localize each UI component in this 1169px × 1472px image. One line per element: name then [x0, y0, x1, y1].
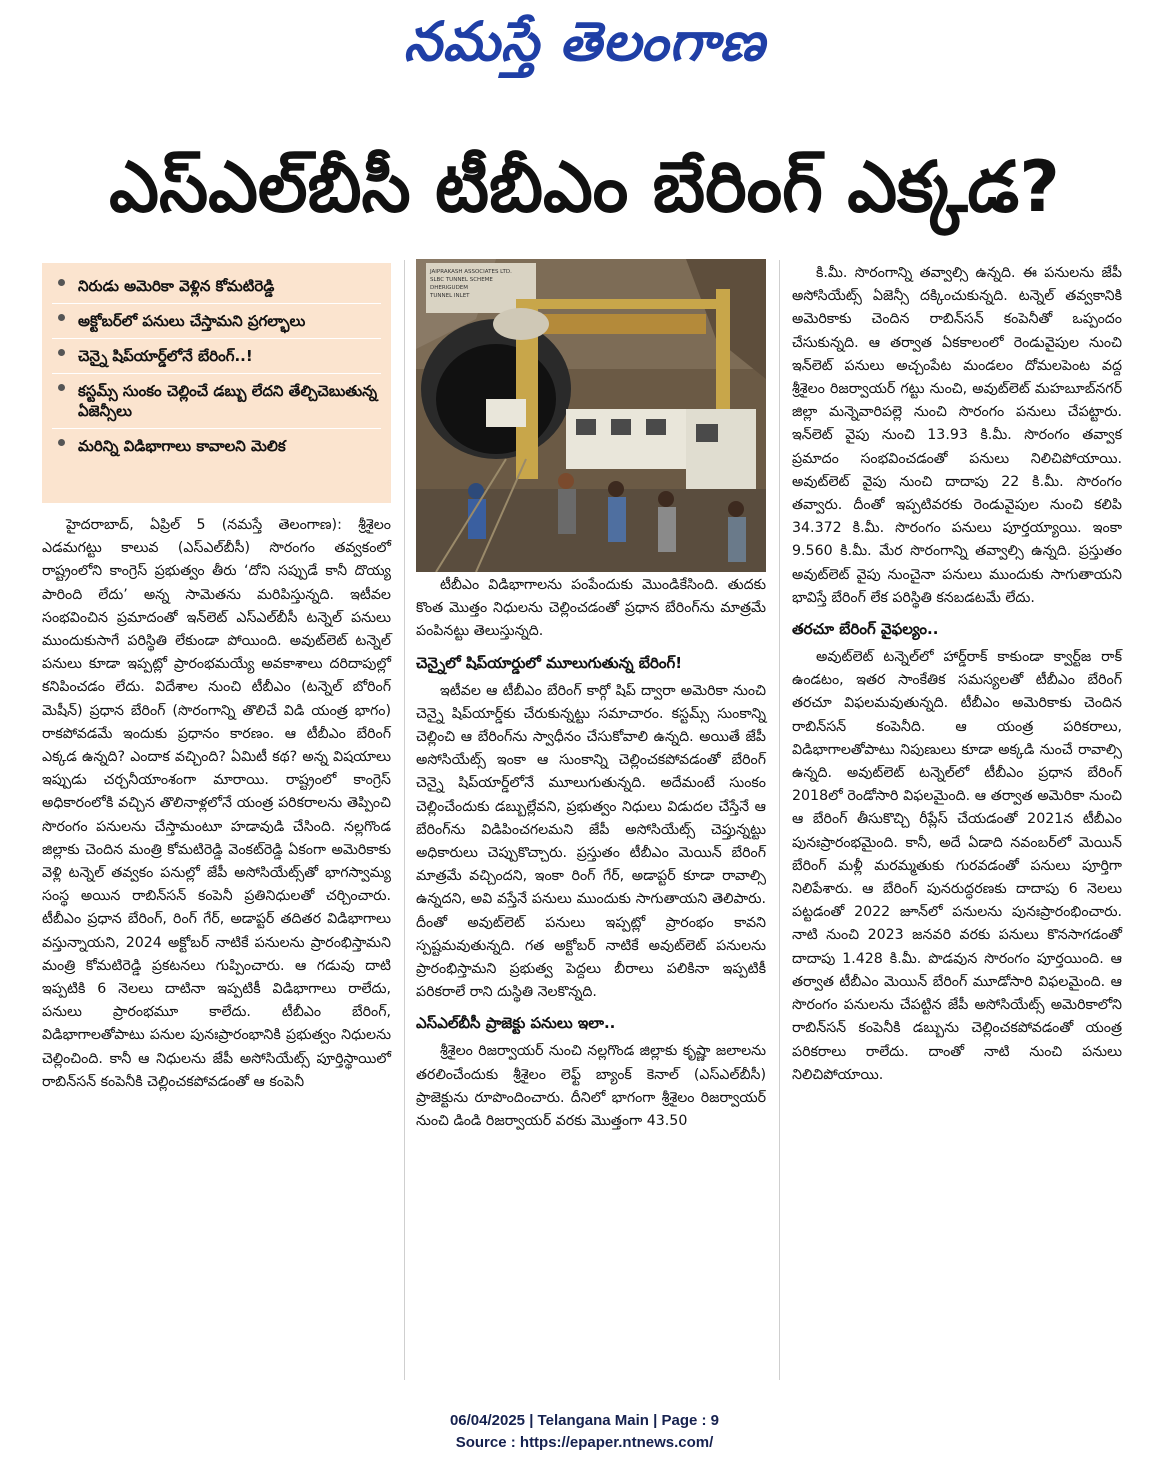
bullet-icon — [58, 314, 65, 321]
masthead — [0, 6, 1169, 76]
bullet-icon — [58, 349, 65, 356]
tunnel-photo — [416, 259, 766, 572]
bullet-icon — [58, 279, 65, 286]
masthead-title: నమస్తే తెలంగాణ — [403, 9, 766, 73]
footer — [0, 1410, 1169, 1454]
highlight-item: మరిన్ని విడిభాగాలు కావాలని మెలిక — [52, 431, 381, 461]
bullet-icon — [58, 439, 65, 446]
highlight-item: నిరుడు అమెరికా వెళ్లిన కోమటిరెడ్డి — [52, 271, 381, 301]
article-paragraph: ఇటీవల ఆ టీబీఎం బేరింగ్‌ కార్గో షిప్‌ ద్వారా అమెరికా నుంచి చెన్నై షిప్‌యార్డ్‌కు చేరుకున్నట్టు సమాచారం. కస్టమ్స్‌ సుంకాన్ని చెల్లించి ఆ బేరింగ్‌ను స్వాధీనం చేసుకోవాలి ఉన్నది. అయితే జేపీ అసోసియేట్స్‌ ఇంకా ఆ సుంకాన్ని చెల్లించకపోవడంతో బేరింగ్‌ చెన్నై షిప్‌యార్డ్‌లోనే మూలుగుతున్నది. అదేమంటే సుంకం చెల్లించేందుకు డబ్బుల్లేవని, ప్రభుత్వం నిధులు విడుదల చేస్తేనే ఆ బేరింగ్‌ను విడిపించగలమని జేపీ అసోసియేట్స్‌ చెప్తున్నట్టు అధికారులు చెప్పుకొచ్చారు. ప్రస్తుతం టీబీఎం మెయిన్‌ బేరింగ్‌ మాత్రమే వచ్చిందని, ఇంకా రింగ్‌ గేర్‌, అడాప్టర్‌ కూడా రావాల్సి ఉన్నదని, అవి వస్తేనే పనులు ముందుకు సాగుతాయని తెలిపారు. దీంతో అవుట్‌లెట్‌ పనులు ఇప్పట్లో ప్రారంభం కావని స్పష్టమవుతున్నది. గత అక్టోబర్‌ నాటికే అవుట్‌లెట్‌ పనులను ప్రారంభిస్తామని ప్రభుత్వ పెద్దలు బీరాలు పలికినా ఇప్పటికీ పరికరాలే రాని దుస్థితి నెలకొన్నది. — [416, 682, 766, 1001]
article-column-3 — [792, 262, 1122, 1087]
column-divider — [779, 260, 780, 1380]
article-paragraph: అవుట్‌లెట్‌ టన్నెల్‌లో హార్డ్‌రాక్‌ కాకుండా క్వార్ట్‌జ రాక్‌ ఉండటం, ఇతర సాంకేతిక సమస్యలతో టీబీఎం బేరింగ్‌ తరచూ విఫలమవుతున్నది. టీబీఎం అమెరికాకు చెందిన రాబిన్‌సన్‌ కంపెనీది. ఆ యంత్ర పరికరాలు, విడిభాగాలతోపాటు నిపుణులు కూడా అక్కడి నుంచే రావాల్సి ఉన్నది. అవుట్‌లెట్‌ టన్నెల్‌లో టీబీఎం ప్రధాన బేరింగ్‌ 2018లో రెండోసారి విఫలమైంది. ఆ తర్వాత అమెరికా నుంచి ఆ బేరింగ్‌ తీసుకొచ్చి రీప్లేస్‌ చేయడంతో 2021న టీబీఎం పునఃప్రారంభమైంది. కానీ, అదే ఏడాది నవంబర్‌లో మెయిన్‌ బేరింగ్‌ మళ్లీ మరమ్మతుకు గురవడంతో పనులు పూర్తిగా నిలిపేశారు. ఆ బేరింగ్‌ పునరుద్ధరణకు దాదాపు 6 నెలలు పట్టడంతో 2022 జూన్‌లో పనులను పునఃప్రారంభించారు. నాటి నుంచి 2023 జనవరి వరకు పనులు కొనసాగడంతో దాదాపు 1.428 కి.మీ. పొడవున సొరంగం పూర్తయింది. ఆ తర్వాత టీబీఎం మెయిన్‌ బేరింగ్‌ మూడోసారి విఫలమైంది. ఆ సొరంగం పనులను చేపట్టిన జేపీ అసోసియేట్స్‌ అమెరికాలోని రాబిన్‌సన్‌ కంపెనీకి డబ్బును చెల్లించకపోవడంతో యంత్ర పరికరాలు రాలేదు. దాంతో నాటి నుంచి పనులు నిలిచిపోయాయి. — [792, 649, 1122, 1083]
article-column-2 — [416, 574, 766, 1133]
bullet-icon — [58, 384, 65, 391]
highlight-item: చెన్నై షిప్‌యార్డ్‌లోనే బేరింగ్‌..! — [52, 341, 381, 371]
subheading: తరచూ బేరింగ్‌ వైఫల్యం.. — [792, 620, 939, 639]
headline: ఎస్‌ఎల్‌బీసీ టీబీఎం బేరింగ్‌ ఎక్కడ? — [109, 146, 1060, 228]
subheading: చెన్నైలో షిప్‌యార్డులో మూలుగుతున్న బేరింగ్‌! — [416, 653, 683, 672]
subheading: ఎస్‌ఎల్‌బీసీ ప్రాజెక్టు పనులు ఇలా.. — [416, 1014, 616, 1033]
photo-board-text: JAIPRAKASH ASSOCIATES LTD. SLBC TUNNEL SCHEME DHERIGUDEM TUNNEL INLET — [430, 269, 512, 299]
column-divider — [404, 260, 405, 1380]
highlight-item: అక్టోబర్‌లో పనులు చేస్తామని ప్రగల్భాలు — [52, 306, 381, 336]
article-column-1 — [42, 514, 391, 1094]
article-paragraph: శ్రీశైలం రిజర్వాయర్‌ నుంచి నల్లగొండ జిల్లాకు కృష్ణా జలాలను తరలించేందుకు శ్రీశైలం లెఫ్ట్‌ బ్యాంక్‌ కెనాల్‌ (ఎస్‌ఎల్‌బీసీ) ప్రాజెక్టును రూపొందించారు. దీనిలో భాగంగా శ్రీశైలం రిజర్వాయర్‌ నుంచి డిండి రిజర్వాయర్‌ వరకు మొత్తంగా 43.50 — [416, 1043, 766, 1130]
article-paragraph: టీబీఎం విడిభాగాలను పంపేందుకు మొండికేసింది. తుదకు కొంత మొత్తం నిధులను చెల్లించడంతో ప్రధాన బేరింగ్‌ను మాత్రమే పంపినట్టు తెలుస్తున్నది. — [416, 577, 766, 640]
article-paragraph: హైదరాబాద్‌, ఏప్రిల్‌ 5 (నమస్తే తెలంగాణ): శ్రీశైలం ఎడమగట్టు కాలువ (ఎస్‌ఎల్‌బీసీ) సొరంగం తవ్వకంలో రాష్ట్రంలోని కాంగ్రెస్‌ ప్రభుత్వం తీరు ‘దోని సప్పుడే కానీ దొయ్య పారింది లేదు’ అన్న సామెతను మరిపిస్తున్నది. ఇటీవల సంభవించిన ప్రమాదంతో ఇన్‌లెట్‌ ఎస్‌ఎల్‌బీసీ టన్నెల్‌ పనులు ముందుకుసాగే పరిస్థితి లేకుండా పోయింది. అవుట్‌లెట్‌ టన్నెల్‌ పనులు కూడా ఇప్పట్లో ప్రారంభమయ్యే అవకాశాలు దరిదాపుల్లో కనిపించడం లేదు. విదేశాల నుంచి టీబీఎం (టన్నెల్‌ బోరింగ్‌ మెషీన్‌) ప్రధాన బేరింగ్‌ (సొరంగాన్ని తొలిచే విడి యంత్ర భాగం) రాకపోవడమే ఇందుకు ప్రధానం కారణం. ఆ టీబీఎం బేరింగ్‌ ఎక్కడ ఉన్నది? ఎందాక వచ్చింది? ఏమిటీ కథ? అన్న విషయాలు ఇప్పుడు చర్చనీయాంశంగా మారాయి. రాష్ట్రంలో కాంగ్రెస్‌ అధికారంలోకి వచ్చిన తొలినాళ్లలోనే యంత్ర పరికరాలను తెప్పించి సొరంగం పనులను చేస్తామంటూ హడావుడి చేసింది. నల్లగొండ జిల్లాకు చెందిన మంత్రి కోమటిరెడ్డి వెంకట్‌రెడ్డి ఏకంగా అమెరికాకు వెళ్లి టన్నెల్‌ తవ్వకం పనుల్లో జేపీ అసోసియేట్స్‌తో భాగస్వామ్య సంస్థ అయిన రాబిన్‌సన్‌ కంపెనీ ప్రతినిధులతో చర్చించారు. టీబీఎం ప్రధాన బేరింగ్‌, రింగ్‌ గేర్‌, అడాప్టర్‌ తదితర విడిభాగాలు వస్తున్నాయని, 2024 అక్టోబర్‌ నాటికే పనులను ప్రారంభిస్తామని మంత్రి కోమటిరెడ్డి ప్రకటనలు గుప్పించారు. ఆ గడువు దాటి ఇప్పటికి 6 నెలలు దాటినా ఇప్పటికీ విడిభాగాలు రాలేదు, పనులు ప్రారంభమూ కాలేదు. టీబీఎం బేరింగ్‌, విడిభాగాలతోపాటు పనుల పునఃప్రారంభానికి ప్రభుత్వం నిధులను చెల్లించింది. కానీ ఆ నిధులను జేపీ అసోసియేట్స్‌ పూర్తిస్థాయిలో రాబిన్‌సన్‌ కంపెనీకి చెల్లించకపోవడంతో ఆ కంపెనీ — [42, 517, 391, 1090]
footer-date-line: 06/04/2025 | Telangana Main | Page : 9 — [449, 1412, 720, 1429]
highlights-box — [42, 263, 391, 503]
tunnel-photo-illustration — [416, 259, 766, 572]
highlight-item: కస్టమ్స్‌ సుంకం చెల్లించే డబ్బు లేదని తేల్చిచెబుతున్న ఏజెన్సీలు — [52, 376, 381, 426]
article-paragraph: కి.మీ. సొరంగాన్ని తవ్వాల్సి ఉన్నది. ఈ పనులను జేపీ అసోసియేట్స్‌ ఏజెన్సీ దక్కించుకున్నది. టన్నెల్‌ తవ్వకానికి అమెరికాకు చెందిన రాబిన్‌సన్‌ కంపెనీతో ఒప్పందం చేసుకున్నది. ఆ తర్వాత ఏకకాలంలో రెండువైపుల నుంచి ఇన్‌లెట్‌ పనులు అచ్చంపేట మండలం దోమలపెంట వద్ద శ్రీశైలం రిజర్వాయర్‌ గట్టు నుంచి, అవుట్‌లెట్‌ మహబూబ్‌నగర్‌ జిల్లా మన్నెవారిపల్లె నుంచి సొరంగం పనులు చేపట్టారు. ఇన్‌లెట్‌ వైపు నుంచి 13.93 కి.మీ. సొరంగం తవ్వాక ప్రమాదం సంభవించడంతో పనులు నిలిచిపోయాయి. అవుట్‌లెట్‌ వైపు నుంచి దాదాపు 22 కి.మీ. సొరంగం తవ్వారు. దీంతో ఇప్పటివరకు రెండువైపుల నుంచి కలిపి 34.372 కి.మీ. సొరంగం పనులు పూర్తయ్యాయి. ఇంకా 9.560 కి.మీ. మేర సొరంగాన్ని తవ్వాల్సి ఉన్నది. ప్రస్తుతం అవుట్‌లెట్‌ వైపు నుంచైనా పనులు ముందుకు సాగుతాయని భావిస్తే బేరింగ్‌ లేక పరిస్థితి కనబడటమే లేదు. — [792, 265, 1122, 606]
footer-source-link[interactable]: Source : https://epaper.ntnews.com/ — [455, 1434, 714, 1451]
